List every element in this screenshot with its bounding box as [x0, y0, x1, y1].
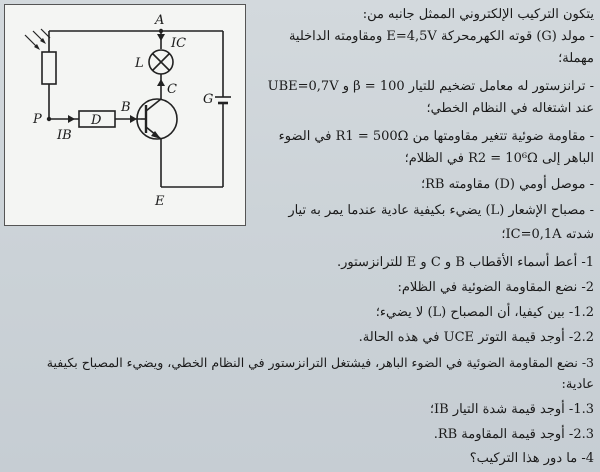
- intro-line: يتكون التركيب الإلكتروني الممثل جانبه من:: [362, 7, 594, 22]
- ib-arrow: [68, 115, 75, 123]
- photoresistor-line-2: الباهر إلى R2 = 10⁶Ω في الظلام؛: [404, 151, 594, 166]
- light-rays-icon: [25, 29, 50, 50]
- label-a: A: [155, 13, 165, 28]
- question-3-line-2: عادية:: [561, 377, 594, 392]
- transistor-line-1: - ترانزستور له معامل تضخيم للتيار β = 100 و UBE=0,7V: [267, 79, 594, 94]
- circuit-diagram: [5, 5, 245, 225]
- label-l: L: [135, 56, 144, 71]
- photoresistor: [42, 52, 56, 84]
- node-a: [159, 29, 163, 33]
- lamp-line-2: شدته IC=0,1A؛: [501, 227, 594, 242]
- ic-arrow: [157, 34, 165, 41]
- ohmic-conductor-line: - موصل أومي (D) مقاومته RB؛: [420, 177, 594, 192]
- generator-line-1: - مولد (G) قوته الكهرمحركة E=4,5V ومقاومته الداخلية: [288, 29, 594, 44]
- c-arrow: [157, 79, 165, 86]
- label-b: B: [121, 100, 131, 115]
- question-2-1: 1.2- بين كيفيا، أن المصباح (L) لا يضيء؛: [375, 305, 594, 320]
- photoresistor-line-1: - مقاومة ضوئية تتغير مقاومتها من R1 = 500Ω في الضوء: [278, 129, 594, 144]
- question-3-2: 2.3- أوجد قيمة المقاومة RB.: [433, 427, 594, 442]
- label-ib: IB: [57, 128, 72, 143]
- question-3-1: 1.3- أوجد قيمة شدة التيار IB؛: [429, 402, 594, 417]
- node-p: [47, 117, 51, 121]
- lamp-line-1: - مصباح الإشعار (L) يضيء بكيفية عادية عندما يمر به تيار: [288, 203, 594, 218]
- label-p: P: [33, 112, 42, 127]
- question-3-line-1: 3- نضع المقاومة الضوئية في الضوء الباهر، فيشتغل الترانزستور في النظام الخطي، ويضيء المصباح بكيفية: [46, 355, 594, 370]
- question-4: 4- ما دور هذا التركيب؟: [469, 451, 594, 466]
- label-ic: IC: [171, 36, 187, 51]
- transistor-line-2: عند اشتغاله في النظام الخطي؛: [426, 101, 594, 116]
- label-c: C: [167, 82, 177, 97]
- b-arrow: [130, 115, 137, 123]
- label-g: G: [203, 92, 214, 107]
- circuit-figure: [4, 4, 246, 226]
- generator-line-2: مهملة؛: [558, 51, 594, 66]
- label-d: D: [91, 113, 102, 128]
- question-2: 2- نضع المقاومة الضوئية في الظلام:: [397, 280, 594, 295]
- label-e: E: [155, 194, 165, 209]
- question-1: 1- أعط أسماء الأقطاب B و C و E للترانزستور.: [336, 255, 594, 270]
- question-2-2: 2.2- أوجد قيمة التوتر UCE في هذه الحالة.: [358, 330, 594, 345]
